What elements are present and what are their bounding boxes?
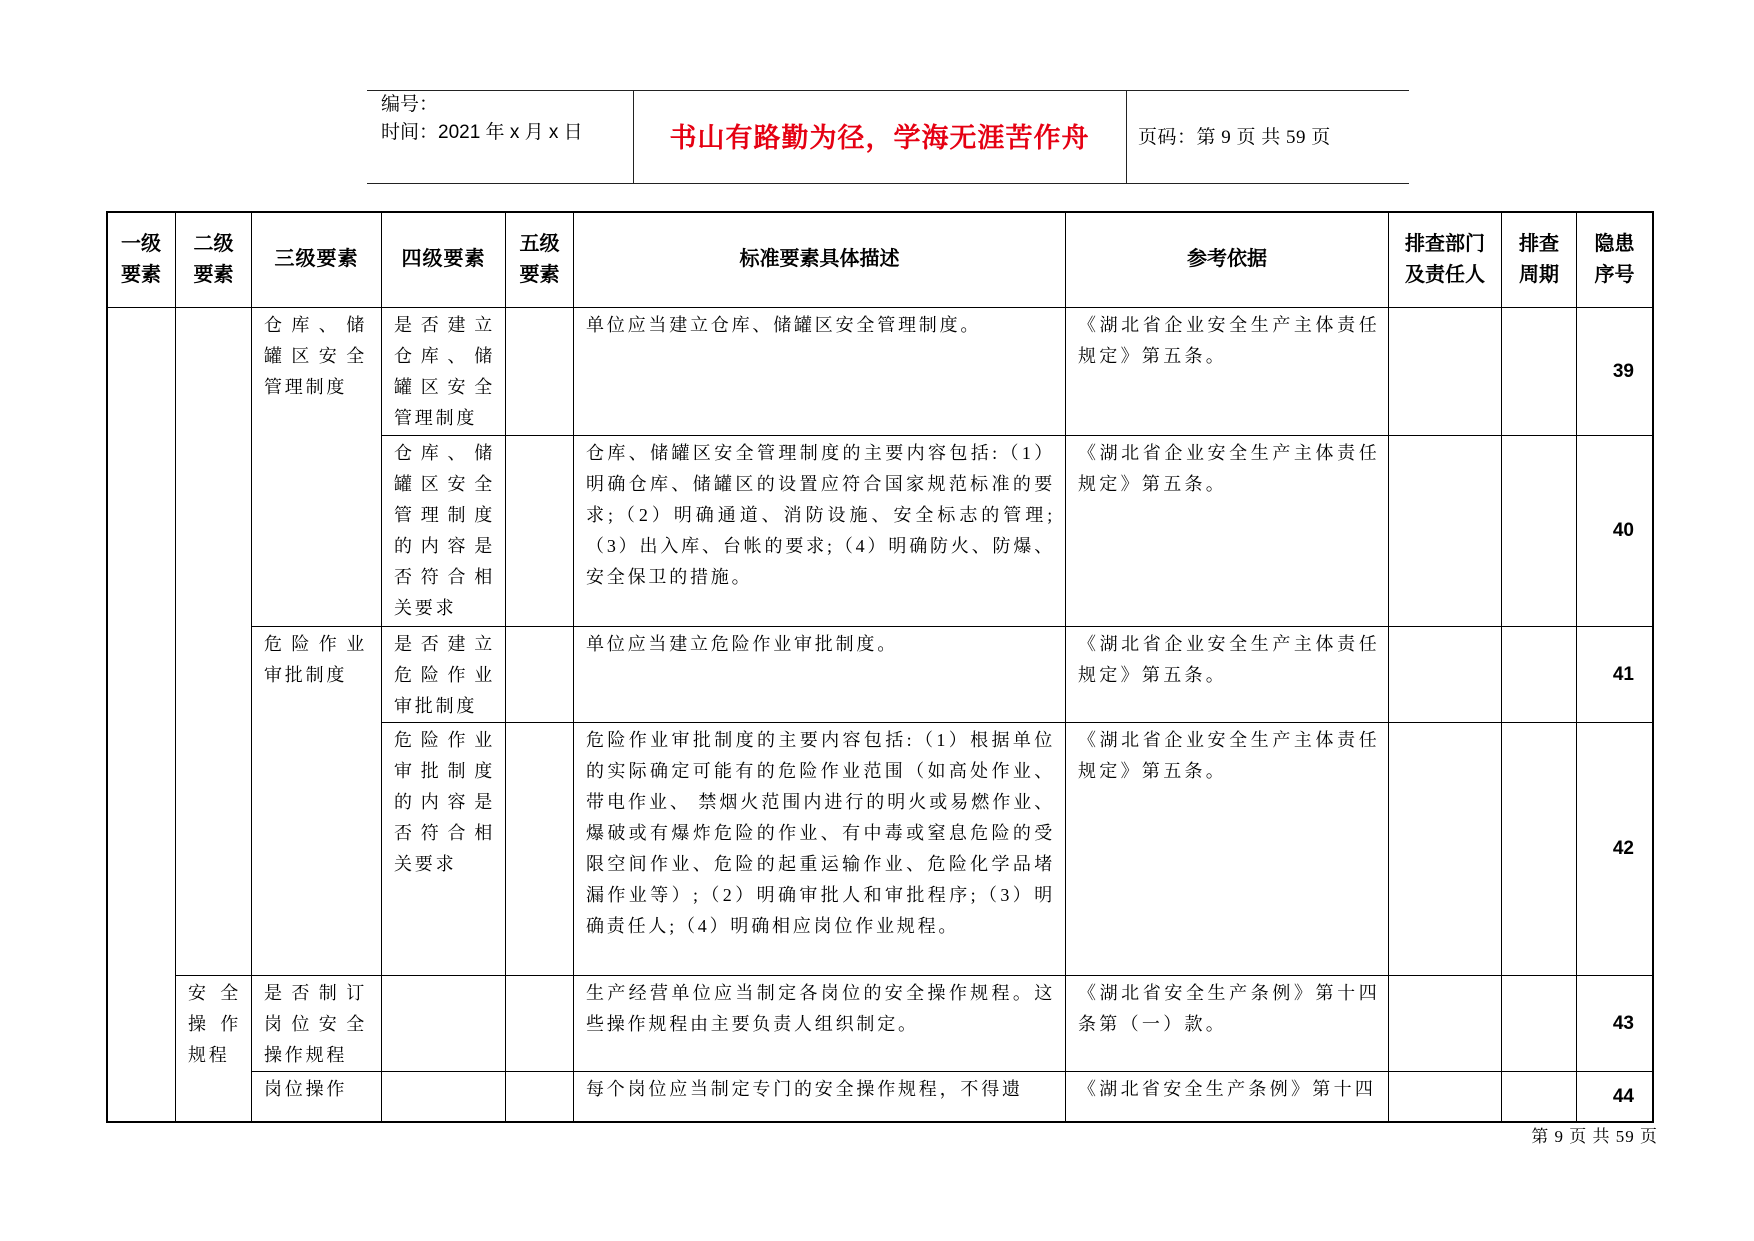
level4-cell: 是否建立危险作业审批制度 (382, 627, 506, 723)
basis-cell: 《湖北省安全生产条例》第十四 (1066, 1072, 1389, 1122)
basis-cell: 《湖北省企业安全生产主体责任规定》第五条。 (1066, 436, 1389, 627)
description-cell: 单位应当建立危险作业审批制度。 (574, 627, 1066, 723)
level4-cell: 仓库、储罐区安全管理制度的内容是否符合相关要求 (382, 436, 506, 627)
description-cell: 生产经营单位应当制定各岗位的安全操作规程。这些操作规程由主要负责人组织制定。 (574, 976, 1066, 1072)
level4-cell: 是否建立仓库、储罐区安全管理制度 (382, 308, 506, 436)
description-cell: 每个岗位应当制定专门的安全操作规程，不得遗 (574, 1072, 1066, 1122)
department-cell (1389, 627, 1502, 723)
header-department (1389, 212, 1502, 308)
level5-cell (506, 976, 574, 1072)
level3-cell-warehouse-system: 仓库、储罐区安全管理制度 (252, 308, 382, 627)
header-basis-label: 参考依据 (1187, 248, 1267, 270)
cycle-cell (1502, 436, 1577, 627)
header-description-label: 标准要素具体描述 (739, 248, 900, 270)
level5-cell (506, 723, 574, 976)
hazard-number-cell: 42 (1577, 723, 1653, 976)
level4-cell: 危险作业审批制度的内容是否符合相关要求 (382, 723, 506, 976)
level3-cell-hazardous-work-approval: 危险作业审批制度 (252, 627, 382, 976)
description-cell: 单位应当建立仓库、储罐区安全管理制度。 (574, 308, 1066, 436)
level1-cell (107, 308, 176, 1122)
cycle-cell (1502, 976, 1577, 1072)
hazard-number-cell: 41 (1577, 627, 1653, 723)
level5-cell (506, 627, 574, 723)
header-level5 (506, 212, 574, 308)
level4-cell (382, 976, 506, 1072)
level5-cell (506, 436, 574, 627)
page-code: 页码：第 9 页 共 59 页 (1138, 127, 1331, 148)
hazard-number-cell: 40 (1577, 436, 1653, 627)
hazard-number-cell: 44 (1577, 1072, 1653, 1122)
header-level2 (176, 212, 252, 308)
level4-cell (382, 1072, 506, 1122)
header-level4-label: 四级要素 (401, 248, 486, 270)
department-cell (1389, 976, 1502, 1072)
motto-title: 书山有路勤为径，学海无涯苦作舟 (669, 123, 1090, 154)
header-rule-bottom (367, 183, 1409, 184)
header-basis (1066, 212, 1389, 308)
cycle-cell (1502, 627, 1577, 723)
cycle-cell (1502, 723, 1577, 976)
header-level1-label: 一级要素 (121, 232, 161, 286)
header-description (574, 212, 1066, 308)
serial-label: 编号： (381, 94, 439, 115)
department-cell (1389, 308, 1502, 436)
basis-cell: 《湖北省安全生产条例》第十四条第（一）款。 (1066, 976, 1389, 1072)
description-cell: 危险作业审批制度的主要内容包括:（1）根据单位的实际确定可能有的危险作业范围（如高处作业、带电作业、 禁烟火范围内进行的明火或易燃作业、爆破或有爆炸危险的作业、有中毒或窒息危险的受限空间作业、危险的起重运输作业、危险化学品堵漏作业等）;（2）明确审批人和审批程序;（3）明确责任人;（4）明确相应岗位作业规程。 (574, 723, 1066, 976)
header-level2-label: 二级要素 (193, 232, 234, 286)
header-cycle-label: 排查周期 (1519, 232, 1559, 286)
page-indicator: 第 9 页 共 59 页 (1531, 1127, 1658, 1146)
description-cell: 仓库、储罐区安全管理制度的主要内容包括:（1）明确仓库、储罐区的设置应符合国家规范标准的要求;（2）明确通道、消防设施、安全标志的管理;（3）出入库、台帐的要求;（4）明确防火、防爆、安全保卫的措施。 (574, 436, 1066, 627)
header-rule-top (367, 90, 1409, 91)
header-divider-right (1126, 90, 1127, 183)
hazard-number-cell: 43 (1577, 976, 1653, 1072)
department-cell (1389, 436, 1502, 627)
level5-cell (506, 1072, 574, 1122)
time-label: 时间：2021 年 x 月 x 日 (381, 122, 583, 143)
basis-cell: 《湖北省企业安全生产主体责任规定》第五条。 (1066, 627, 1389, 723)
inspection-checklist-table (107, 212, 1653, 1122)
header-cycle (1502, 212, 1577, 308)
hazard-number-cell: 39 (1577, 308, 1653, 436)
level2-cell-empty (176, 308, 252, 976)
header-level1 (107, 212, 176, 308)
cycle-cell (1502, 308, 1577, 436)
cycle-cell (1502, 1072, 1577, 1122)
level2-cell-safety-procedures: 安全操作规程 (176, 976, 252, 1122)
basis-cell: 《湖北省企业安全生产主体责任规定》第五条。 (1066, 723, 1389, 976)
header-level4 (382, 212, 506, 308)
header-level5-label: 五级要素 (519, 232, 560, 286)
department-cell (1389, 1072, 1502, 1122)
header-level3-label: 三级要素 (274, 248, 359, 270)
level3-cell-procedures-formulated: 是否制订岗位安全操作规程 (252, 976, 382, 1072)
basis-cell: 《湖北省企业安全生产主体责任规定》第五条。 (1066, 308, 1389, 436)
level5-cell (506, 308, 574, 436)
level3-cell-post-operation: 岗位操作 (252, 1072, 382, 1122)
header-number-label: 隐患序号 (1594, 232, 1635, 286)
header-department-label: 排查部门及责任人 (1405, 232, 1485, 286)
department-cell (1389, 723, 1502, 976)
header-number (1577, 212, 1653, 308)
header-level3 (252, 212, 382, 308)
